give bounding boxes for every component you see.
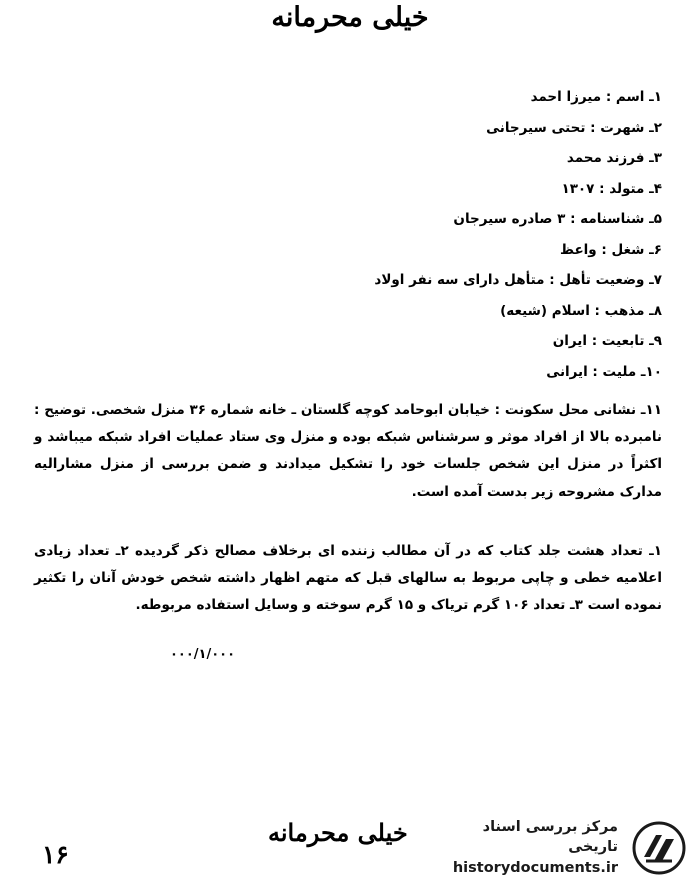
classification-header: خیلی محرمانه [271,2,429,33]
item-religion: ۸ـ مذهب : اسلام (شیعه) [500,302,662,319]
watermark-url: historydocuments.ir [452,860,618,876]
item-marital-status: ۷ـ وضعیت تأهل : متأهل دارای سه نفر اولاد [374,272,662,288]
personal-details-list [42,82,662,387]
page-number: ۱۶ [42,840,69,869]
address-paragraph: ۱۱ـ نشانی محل سکونت : خیابان ابوحامد کوچه گلستان ـ خانه شماره ۳۶ منزل شخصی. توضیح : نامبرده بالا از افراد موثر و سرشناس شبکه بوده و منزل وی ستاد عملیات افراد شبکه میباشد و اکثراً در منزل این شخص جلسات خود را تشکیل میدادند و ضمن بررسی از منزل مشارالیه مدارک مشروحه زیر بدست آمده است. [34,402,662,500]
classification-footer: خیلی محرمانه [268,818,408,847]
item-citizenship: ۹ـ تابعیت : ایران [552,333,662,349]
item-father: ۳ـ فرزند محمد [566,150,662,166]
watermark-text [442,817,618,879]
watermark [436,818,694,878]
item-occupation: ۶ـ شغل : واعظ [559,241,662,258]
watermark-name: مرکز بررسی اسناد تاریخی [482,819,618,855]
item-birth: ۴ـ متولد : ۱۳۰۷ [561,180,662,197]
item-name: ۱ـ اسم : میرزا احمد [530,89,662,105]
item-surname: ۲ـ شهرت : تحتی سیرجانی [486,119,662,136]
evidence-paragraph: ۱ـ تعداد هشت جلد کتاب که در آن مطالب زننده ای برخلاف مصالح ذکر گردیده ۲ـ تعداد زیادی اعلامیه خطی و چاپی مربوط به سالهای قبل که متهم اظهار داشته شخص خودش آنان را تکثیر نموده است ۳ـ تعداد ۱۰۶ گرم تریاک و ۱۵ گرم سوخته و وسایل استفاده مربوطه. [34,543,662,614]
item-nationality: ۱۰ـ ملیت : ایرانی [546,363,662,380]
date-stamp: ۰۰۰/۱/۰۰۰ [170,647,236,662]
archive-logo-icon [632,821,686,875]
item-id-card: ۵ـ شناسنامه : ۳ صادره سیرجان [453,211,662,227]
